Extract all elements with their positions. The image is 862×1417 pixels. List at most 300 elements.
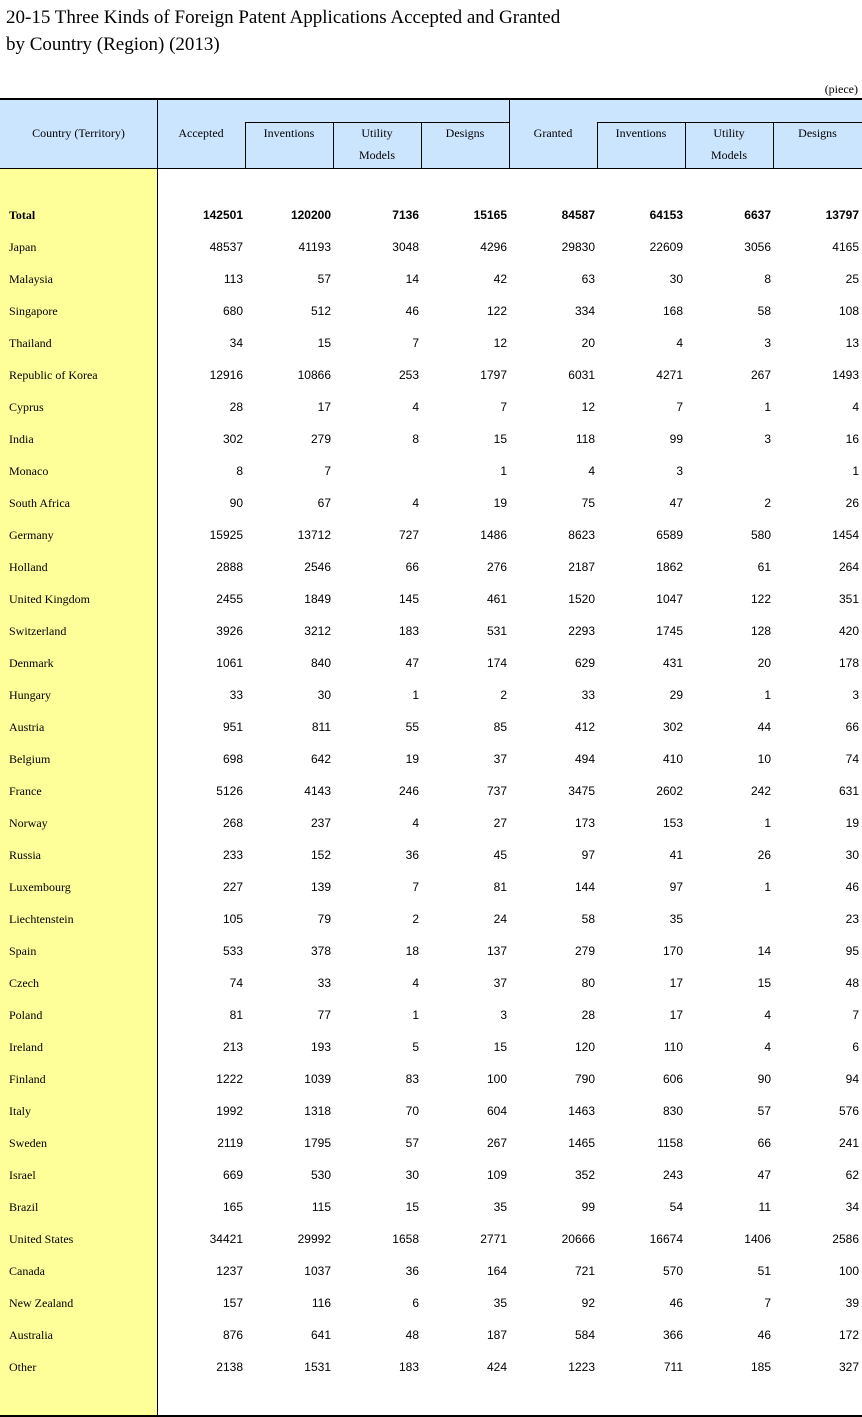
- value-cell-acc-inventions: 13712: [297, 528, 331, 542]
- title-line-2: by Country (Region) (2013): [6, 34, 220, 55]
- value-cell-acc-designs: 35: [493, 1200, 507, 1214]
- table-row: [0, 424, 862, 456]
- value-cell-gr-utility: 3056: [744, 240, 771, 254]
- country-cell: Belgium: [9, 752, 51, 766]
- country-cell: Republic of Korea: [9, 368, 98, 382]
- value-cell-gr-utility: 3: [764, 432, 771, 446]
- value-cell-accepted: 28: [229, 400, 243, 414]
- value-cell-acc-inventions: 279: [310, 432, 331, 446]
- value-cell-acc-utility: 15: [405, 1200, 419, 1214]
- value-cell-acc-designs: 15: [493, 1040, 507, 1054]
- header-gr-designs: Designs: [798, 126, 837, 140]
- value-cell-accepted: 90: [229, 496, 243, 510]
- header-divider: [685, 122, 686, 168]
- value-cell-gr-utility: 10: [757, 752, 771, 766]
- value-cell-granted: 28: [581, 1008, 595, 1022]
- value-cell-granted: 1223: [568, 1360, 595, 1374]
- value-cell-gr-designs: 351: [838, 592, 859, 606]
- value-cell-granted: 97: [581, 848, 595, 862]
- value-cell-gr-designs: 13797: [825, 208, 859, 222]
- value-cell-acc-utility: 2: [412, 912, 419, 926]
- value-cell-acc-designs: 85: [493, 720, 507, 734]
- value-cell-gr-utility: 1406: [744, 1232, 771, 1246]
- table-row: [0, 1224, 862, 1256]
- value-cell-granted: 1463: [568, 1104, 595, 1118]
- value-cell-acc-designs: 45: [493, 848, 507, 862]
- value-cell-gr-inventions: 2602: [656, 784, 683, 798]
- value-cell-granted: 63: [581, 272, 595, 286]
- country-cell: Other: [9, 1360, 37, 1374]
- value-cell-accepted: 213: [222, 1040, 243, 1054]
- value-cell-gr-inventions: 170: [662, 944, 683, 958]
- value-cell-granted: 29830: [561, 240, 595, 254]
- value-cell-gr-designs: 631: [838, 784, 859, 798]
- country-cell: Denmark: [9, 656, 54, 670]
- value-cell-acc-designs: 4296: [480, 240, 507, 254]
- value-cell-acc-utility: 6: [412, 1296, 419, 1310]
- value-cell-gr-utility: 20: [757, 656, 771, 670]
- country-cell: New Zealand: [9, 1296, 74, 1310]
- value-cell-granted: 629: [574, 656, 595, 670]
- header-gr-utility-line2: Models: [711, 148, 747, 162]
- country-cell: Thailand: [9, 336, 52, 350]
- table-row: [0, 456, 862, 488]
- value-cell-gr-designs: 62: [845, 1168, 859, 1182]
- value-cell-granted: 118: [575, 432, 595, 446]
- data-table: [0, 98, 862, 1417]
- value-cell-acc-utility: 1658: [392, 1232, 419, 1246]
- table-row: [0, 1096, 862, 1128]
- value-cell-gr-inventions: 29: [669, 688, 683, 702]
- value-cell-acc-designs: 737: [486, 784, 507, 798]
- value-cell-granted: 173: [574, 816, 595, 830]
- country-cell: India: [9, 432, 34, 446]
- table-row: [0, 1192, 862, 1224]
- value-cell-gr-inventions: 17: [669, 976, 683, 990]
- table-row: [0, 712, 862, 744]
- value-cell-acc-inventions: 1531: [304, 1360, 331, 1374]
- value-cell-gr-utility: 46: [757, 1328, 771, 1342]
- value-cell-gr-inventions: 6589: [656, 528, 683, 542]
- value-cell-acc-designs: 37: [493, 976, 507, 990]
- value-cell-accepted: 48537: [209, 240, 243, 254]
- value-cell-gr-designs: 26: [845, 496, 859, 510]
- value-cell-gr-inventions: 1745: [656, 624, 683, 638]
- value-cell-acc-utility: 145: [398, 592, 419, 606]
- value-cell-gr-utility: 44: [757, 720, 771, 734]
- value-cell-acc-utility: 1: [412, 1008, 419, 1022]
- value-cell-gr-designs: 4: [852, 400, 859, 414]
- header-divider: [333, 122, 334, 168]
- header-gr-utility-models: [685, 122, 773, 166]
- country-cell: South Africa: [9, 496, 70, 510]
- value-cell-acc-designs: 35: [493, 1296, 507, 1310]
- value-cell-gr-utility: 3: [764, 336, 771, 350]
- value-cell-gr-designs: 39: [845, 1296, 859, 1310]
- value-cell-acc-utility: 246: [398, 784, 419, 798]
- value-cell-acc-designs: 109: [486, 1168, 507, 1182]
- value-cell-granted: 3475: [568, 784, 595, 798]
- value-cell-accepted: 1061: [216, 656, 243, 670]
- header-granted: Granted: [533, 126, 573, 140]
- table-row: [0, 968, 862, 1000]
- table-row: [0, 1032, 862, 1064]
- value-cell-gr-utility: 15: [757, 976, 771, 990]
- value-cell-granted: 279: [574, 944, 595, 958]
- value-cell-accepted: 876: [222, 1328, 243, 1342]
- value-cell-acc-utility: 3048: [392, 240, 419, 254]
- value-cell-gr-designs: 25: [845, 272, 859, 286]
- value-cell-acc-utility: 48: [405, 1328, 419, 1342]
- value-cell-acc-utility: 7: [412, 880, 419, 894]
- value-cell-gr-designs: 1: [852, 464, 859, 478]
- value-cell-gr-designs: 172: [838, 1328, 859, 1342]
- value-cell-acc-utility: 18: [405, 944, 419, 958]
- value-cell-acc-designs: 81: [493, 880, 507, 894]
- value-cell-gr-designs: 16: [845, 432, 859, 446]
- value-cell-acc-inventions: 840: [310, 656, 331, 670]
- table-row: [0, 392, 862, 424]
- header-country: Country (Territory): [32, 126, 125, 140]
- value-cell-accepted: 3926: [216, 624, 243, 638]
- value-cell-gr-utility: 26: [757, 848, 771, 862]
- value-cell-acc-inventions: 2546: [304, 560, 331, 574]
- country-cell: Poland: [9, 1008, 43, 1022]
- value-cell-gr-utility: 128: [750, 624, 771, 638]
- value-cell-granted: 144: [574, 880, 595, 894]
- value-cell-granted: 6031: [568, 368, 595, 382]
- table-row: [0, 360, 862, 392]
- value-cell-acc-designs: 7: [500, 400, 507, 414]
- value-cell-acc-utility: 7136: [392, 208, 419, 222]
- value-cell-gr-utility: 1: [764, 816, 771, 830]
- table-row: [0, 1352, 862, 1384]
- value-cell-acc-inventions: 15: [317, 336, 331, 350]
- value-cell-acc-designs: 137: [486, 944, 507, 958]
- value-cell-accepted: 8: [236, 464, 243, 478]
- value-cell-accepted: 5126: [216, 784, 243, 798]
- value-cell-acc-inventions: 30: [317, 688, 331, 702]
- value-cell-accepted: 165: [222, 1200, 243, 1214]
- value-cell-acc-utility: 57: [405, 1136, 419, 1150]
- value-cell-acc-designs: 1486: [480, 528, 507, 542]
- value-cell-gr-inventions: 1862: [656, 560, 683, 574]
- table-row: [0, 1128, 862, 1160]
- value-cell-accepted: 34421: [209, 1232, 243, 1246]
- table-row: [0, 232, 862, 264]
- value-cell-acc-inventions: 1795: [304, 1136, 331, 1150]
- value-cell-gr-inventions: 41: [669, 848, 683, 862]
- value-cell-acc-utility: 1: [412, 688, 419, 702]
- value-cell-granted: 352: [574, 1168, 595, 1182]
- value-cell-gr-inventions: 99: [669, 432, 683, 446]
- value-cell-gr-utility: 8: [764, 272, 771, 286]
- value-cell-acc-utility: 183: [398, 1360, 419, 1374]
- value-cell-gr-inventions: 3: [676, 464, 683, 478]
- country-cell: Norway: [9, 816, 48, 830]
- value-cell-granted: 8623: [568, 528, 595, 542]
- value-cell-acc-designs: 604: [486, 1104, 507, 1118]
- value-cell-accepted: 12916: [209, 368, 243, 382]
- value-cell-acc-utility: 70: [405, 1104, 419, 1118]
- value-cell-granted: 12: [581, 400, 595, 414]
- table-row: [0, 1064, 862, 1096]
- value-cell-granted: 584: [574, 1328, 595, 1342]
- value-cell-granted: 334: [574, 304, 595, 318]
- value-cell-gr-inventions: 153: [662, 816, 683, 830]
- value-cell-acc-designs: 2: [500, 688, 507, 702]
- value-cell-gr-inventions: 30: [669, 272, 683, 286]
- value-cell-acc-designs: 100: [486, 1072, 507, 1086]
- value-cell-granted: 1465: [568, 1136, 595, 1150]
- header-accepted: Accepted: [178, 126, 224, 140]
- value-cell-granted: 1520: [568, 592, 595, 606]
- value-cell-gr-utility: 2: [764, 496, 771, 510]
- value-cell-gr-designs: 74: [845, 752, 859, 766]
- value-cell-gr-designs: 108: [838, 304, 859, 318]
- value-cell-gr-inventions: 17: [669, 1008, 683, 1022]
- country-cell: Holland: [9, 560, 48, 574]
- value-cell-accepted: 2119: [217, 1136, 243, 1150]
- table-row: [0, 840, 862, 872]
- value-cell-acc-utility: 30: [405, 1168, 419, 1182]
- value-cell-acc-utility: 183: [398, 624, 419, 638]
- value-cell-acc-inventions: 139: [310, 880, 331, 894]
- value-cell-acc-inventions: 57: [317, 272, 331, 286]
- value-cell-acc-inventions: 512: [310, 304, 331, 318]
- value-cell-granted: 412: [574, 720, 595, 734]
- unit-label: (piece): [824, 82, 858, 96]
- value-cell-granted: 20666: [561, 1232, 595, 1246]
- table-row: [0, 488, 862, 520]
- value-cell-acc-utility: 47: [405, 656, 419, 670]
- value-cell-gr-inventions: 431: [662, 656, 683, 670]
- total-row: [0, 200, 862, 232]
- value-cell-acc-utility: 36: [405, 848, 419, 862]
- value-cell-gr-utility: 6637: [744, 208, 771, 222]
- table-row: [0, 616, 862, 648]
- value-cell-granted: 2187: [568, 560, 595, 574]
- country-cell: Liechtenstein: [9, 912, 74, 926]
- value-cell-granted: 33: [581, 688, 595, 702]
- value-cell-gr-inventions: 110: [663, 1040, 683, 1054]
- value-cell-gr-inventions: 1047: [656, 592, 683, 606]
- country-cell: Total: [9, 208, 36, 222]
- value-cell-accepted: 142501: [202, 208, 243, 222]
- header-acc-utility-line1: Utility: [361, 126, 393, 140]
- value-cell-acc-inventions: 4143: [304, 784, 331, 798]
- header-divider: [245, 122, 246, 168]
- value-cell-acc-inventions: 41193: [298, 240, 331, 254]
- table-row: [0, 1320, 862, 1352]
- table-row: [0, 776, 862, 808]
- subheader-line-granted: [597, 122, 862, 123]
- value-cell-gr-inventions: 35: [669, 912, 683, 926]
- value-cell-acc-inventions: 3212: [304, 624, 331, 638]
- value-cell-acc-designs: 37: [493, 752, 507, 766]
- header-acc-utility-models: [333, 122, 421, 166]
- value-cell-acc-designs: 187: [486, 1328, 507, 1342]
- value-cell-gr-inventions: 711: [663, 1360, 683, 1374]
- value-cell-accepted: 1992: [216, 1104, 243, 1118]
- country-cell: Malaysia: [9, 272, 53, 286]
- value-cell-granted: 92: [581, 1296, 595, 1310]
- value-cell-acc-designs: 15: [493, 432, 507, 446]
- value-cell-granted: 75: [581, 496, 595, 510]
- value-cell-gr-designs: 327: [838, 1360, 859, 1374]
- header-acc-utility-line2: Models: [359, 148, 395, 162]
- value-cell-gr-inventions: 54: [669, 1200, 683, 1214]
- value-cell-accepted: 15925: [209, 528, 243, 542]
- value-cell-accepted: 1222: [216, 1072, 243, 1086]
- value-cell-accepted: 951: [222, 720, 243, 734]
- value-cell-acc-inventions: 152: [310, 848, 331, 862]
- country-cell: Russia: [9, 848, 42, 862]
- value-cell-accepted: 2138: [216, 1360, 243, 1374]
- header-acc-inventions: Inventions: [263, 126, 315, 140]
- value-cell-gr-utility: 1: [764, 400, 771, 414]
- value-cell-gr-designs: 178: [838, 656, 859, 670]
- value-cell-gr-inventions: 4271: [656, 368, 683, 382]
- value-cell-gr-designs: 94: [845, 1072, 859, 1086]
- value-cell-acc-inventions: 7: [324, 464, 331, 478]
- value-cell-accepted: 227: [222, 880, 243, 894]
- value-cell-acc-designs: 424: [486, 1360, 507, 1374]
- country-cell: Cyprus: [9, 400, 44, 414]
- value-cell-gr-designs: 2586: [832, 1232, 859, 1246]
- table-title: [6, 4, 560, 58]
- country-cell: Ireland: [9, 1040, 43, 1054]
- country-cell: United States: [9, 1232, 74, 1246]
- country-cell: Switzerland: [9, 624, 67, 638]
- value-cell-acc-designs: 15165: [473, 208, 507, 222]
- value-cell-acc-inventions: 17: [317, 400, 331, 414]
- value-cell-acc-inventions: 120200: [290, 208, 331, 222]
- value-cell-acc-inventions: 1849: [304, 592, 331, 606]
- value-cell-gr-inventions: 366: [662, 1328, 683, 1342]
- value-cell-gr-utility: 57: [757, 1104, 771, 1118]
- value-cell-acc-utility: 5: [412, 1040, 419, 1054]
- value-cell-gr-inventions: 243: [662, 1168, 683, 1182]
- value-cell-gr-utility: 14: [757, 944, 771, 958]
- value-cell-gr-inventions: 410: [662, 752, 683, 766]
- value-cell-accepted: 302: [222, 432, 243, 446]
- value-cell-acc-utility: 36: [405, 1264, 419, 1278]
- value-cell-acc-inventions: 193: [310, 1040, 331, 1054]
- table-row: [0, 872, 862, 904]
- value-cell-acc-designs: 461: [486, 592, 507, 606]
- value-cell-gr-designs: 420: [838, 624, 859, 638]
- value-cell-granted: 721: [574, 1264, 595, 1278]
- table-row: [0, 936, 862, 968]
- value-cell-gr-inventions: 302: [662, 720, 683, 734]
- header-gr-inventions: Inventions: [615, 126, 667, 140]
- country-cell: Finland: [9, 1072, 46, 1086]
- header-divider: [421, 122, 422, 168]
- value-cell-acc-utility: 19: [405, 752, 419, 766]
- value-cell-gr-inventions: 47: [669, 496, 683, 510]
- country-cell: Germany: [9, 528, 54, 542]
- value-cell-granted: 20: [581, 336, 595, 350]
- value-cell-acc-designs: 3: [500, 1008, 507, 1022]
- value-cell-accepted: 233: [222, 848, 243, 862]
- value-cell-gr-utility: 11: [758, 1200, 771, 1214]
- value-cell-acc-utility: 66: [405, 560, 419, 574]
- value-cell-accepted: 533: [222, 944, 243, 958]
- value-cell-acc-inventions: 67: [317, 496, 331, 510]
- country-cell: Japan: [9, 240, 37, 254]
- table-row: [0, 1256, 862, 1288]
- header-divider: [773, 122, 774, 168]
- country-cell: United Kingdom: [9, 592, 90, 606]
- value-cell-gr-designs: 7: [852, 1008, 859, 1022]
- value-cell-acc-inventions: 10866: [297, 368, 331, 382]
- value-cell-gr-designs: 66: [845, 720, 859, 734]
- country-cell: Hungary: [9, 688, 51, 702]
- value-cell-acc-designs: 24: [493, 912, 507, 926]
- value-cell-acc-designs: 12: [493, 336, 507, 350]
- value-cell-gr-inventions: 97: [669, 880, 683, 894]
- value-cell-gr-inventions: 606: [662, 1072, 683, 1086]
- table-row: [0, 584, 862, 616]
- value-cell-gr-designs: 13: [845, 336, 859, 350]
- table-row: [0, 520, 862, 552]
- value-cell-acc-designs: 174: [486, 656, 507, 670]
- table-row: [0, 264, 862, 296]
- country-cell: Australia: [9, 1328, 53, 1342]
- value-cell-acc-inventions: 1037: [304, 1264, 331, 1278]
- value-cell-gr-designs: 241: [838, 1136, 859, 1150]
- value-cell-acc-inventions: 79: [317, 912, 331, 926]
- table-row: [0, 648, 862, 680]
- value-cell-acc-utility: 727: [398, 528, 419, 542]
- value-cell-accepted: 157: [222, 1296, 243, 1310]
- header-acc-designs: Designs: [445, 126, 485, 140]
- value-cell-gr-designs: 1454: [832, 528, 859, 542]
- value-cell-granted: 99: [581, 1200, 595, 1214]
- table-row: [0, 1160, 862, 1192]
- value-cell-acc-designs: 19: [493, 496, 507, 510]
- value-cell-gr-designs: 4165: [832, 240, 859, 254]
- value-cell-gr-inventions: 22609: [649, 240, 683, 254]
- value-cell-acc-designs: 27: [493, 816, 507, 830]
- value-cell-granted: 80: [581, 976, 595, 990]
- value-cell-gr-utility: 4: [764, 1040, 771, 1054]
- value-cell-gr-designs: 34: [845, 1200, 859, 1214]
- value-cell-acc-utility: 4: [412, 496, 419, 510]
- country-cell: Italy: [9, 1104, 31, 1118]
- value-cell-gr-inventions: 64153: [649, 208, 683, 222]
- value-cell-accepted: 2455: [216, 592, 243, 606]
- value-cell-acc-inventions: 115: [311, 1200, 331, 1214]
- country-cell: Sweden: [9, 1136, 47, 1150]
- value-cell-acc-utility: 14: [405, 272, 419, 286]
- table-row: [0, 1000, 862, 1032]
- value-cell-acc-utility: 4: [412, 976, 419, 990]
- value-cell-gr-designs: 95: [845, 944, 859, 958]
- value-cell-accepted: 268: [222, 816, 243, 830]
- country-cell: Canada: [9, 1264, 45, 1278]
- value-cell-acc-inventions: 1039: [304, 1072, 331, 1086]
- value-cell-gr-designs: 1493: [832, 368, 859, 382]
- table-row: [0, 808, 862, 840]
- value-cell-granted: 4: [588, 464, 595, 478]
- value-cell-gr-designs: 100: [838, 1264, 859, 1278]
- value-cell-gr-utility: 1: [764, 880, 771, 894]
- value-cell-granted: 84587: [561, 208, 595, 222]
- value-cell-acc-utility: 4: [412, 400, 419, 414]
- value-cell-granted: 120: [574, 1040, 595, 1054]
